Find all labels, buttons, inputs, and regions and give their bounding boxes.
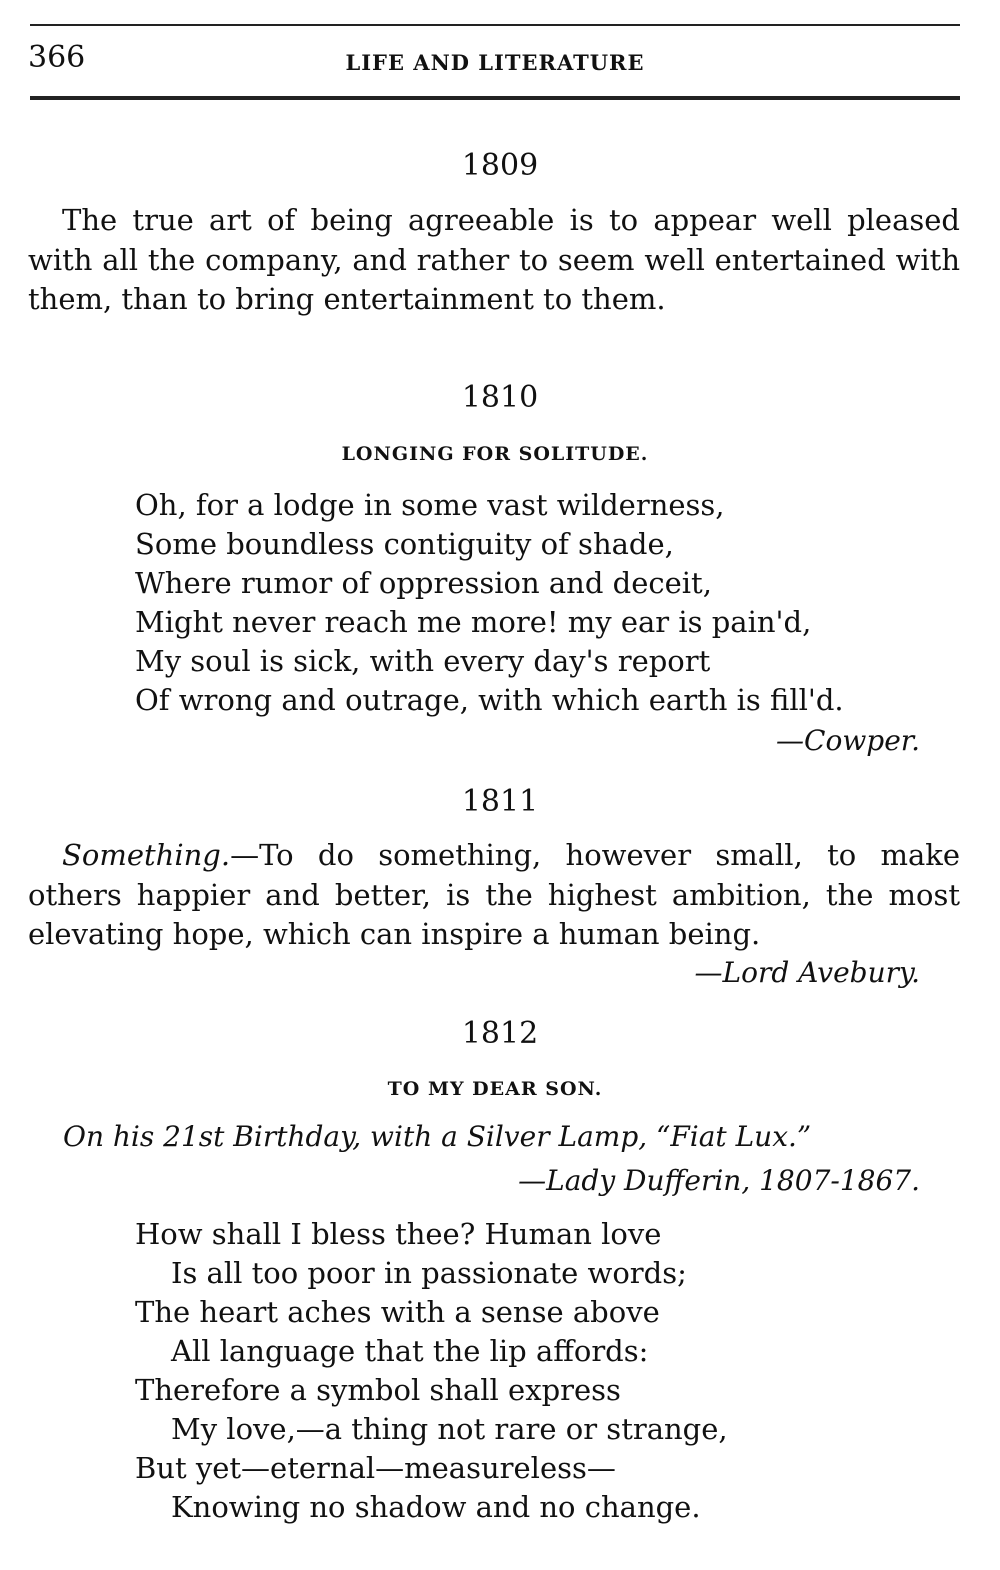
verse-line: Some boundless contiguity of shade, [135, 527, 674, 561]
header-rule [30, 96, 960, 100]
verse-line: Might never reach me more! my ear is pain'd, [135, 605, 812, 639]
entry-1812-title: TO MY DEAR SON. [387, 1078, 603, 1100]
page-number: 366 [28, 40, 86, 75]
verse-line: My love,—a thing not rare or strange, [171, 1412, 728, 1446]
entry-1809-text [28, 201, 960, 320]
entry-1811-text [28, 836, 960, 955]
verse-line: Oh, for a lodge in some vast wilderness, [135, 488, 725, 522]
entry-1811-attribution: —Lord Avebury. [694, 956, 920, 989]
entry-number-1811: 1811 [461, 784, 539, 819]
entry-1812-verse [135, 1215, 955, 1527]
verse-line: Is all too poor in passionate words; [171, 1256, 687, 1290]
verse-line: Of wrong and outrage, with which earth is fill'd. [135, 683, 844, 717]
entry-1811-body: —To do something, however small, to make others happier and better, is the highest ambition, the most elevating hope, which can inspire a human being. [28, 838, 960, 951]
entry-1811-lead: Something. [62, 838, 231, 872]
top-rule [30, 24, 960, 26]
entry-number-1810: 1810 [461, 380, 539, 415]
entry-1810-title: LONGING FOR SOLITUDE. [341, 443, 649, 465]
entry-1809-body: The true art of being agreeable is to appear well pleased with all the company, and rather to seem well entertained with them, than to bring entertainment to them. [28, 203, 960, 316]
verse-line: Therefore a symbol shall express [135, 1373, 621, 1407]
entry-1812-attribution: —Lady Dufferin, 1807-1867. [518, 1164, 920, 1197]
entry-1810-verse [135, 486, 955, 720]
entry-number-1812: 1812 [461, 1016, 539, 1051]
entry-1810-attribution: —Cowper. [776, 724, 920, 757]
entry-1812-subtitle: On his 21st Birthday, with a Silver Lamp, “Fiat Lux.” [63, 1120, 812, 1153]
verse-line: My soul is sick, with every day's report [135, 644, 711, 678]
verse-line: Knowing no shadow and no change. [171, 1490, 701, 1524]
verse-line: All language that the lip affords: [171, 1334, 649, 1368]
verse-line: How shall I bless thee? Human love [135, 1217, 662, 1251]
verse-line: Where rumor of oppression and deceit, [135, 566, 712, 600]
entry-number-1809: 1809 [461, 148, 539, 183]
verse-line: But yet—eternal—measureless— [135, 1451, 616, 1485]
running-head: LIFE AND LITERATURE [345, 50, 645, 75]
verse-line: The heart aches with a sense above [135, 1295, 660, 1329]
